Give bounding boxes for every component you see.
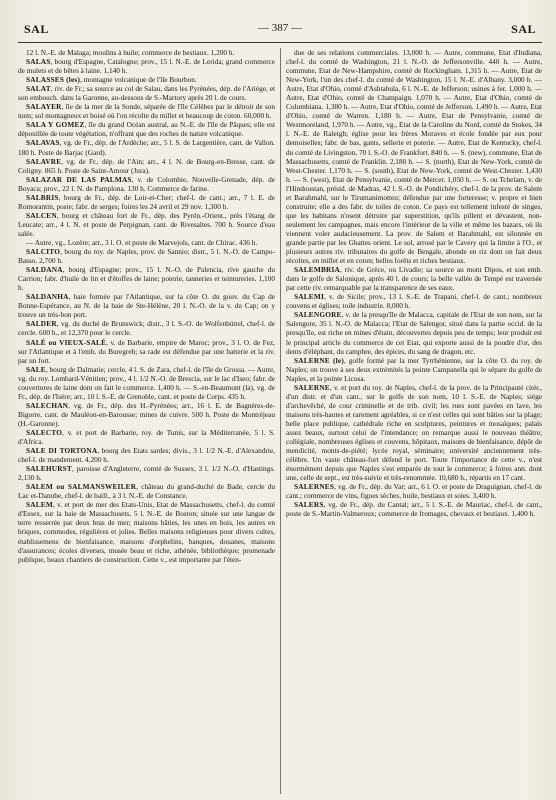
entry-text: , v. de Colombie, Nouvelle-Grenade, dép. de Boyaca; prov., 22 l. N. de Pamplona. 130 h. Commerce de farine. [18,174,275,193]
right-column [280,48,542,794]
header-rule [18,42,542,43]
entry-text: — Autre, vg., Lozère; arr., 3 l. O. et poste de Marvejols, cant. de Chirac. 436 h. [26,237,258,247]
entry-headword: SALERNE (le) [294,355,344,365]
dictionary-entry [18,500,275,563]
dictionary-entry [18,120,275,138]
entry-text: , vg. de Fr., dép. de l'Ardèche; arr., 5 l. S. de Largentière, cant. de Vallon. 180 h. Poste de Barjac (Gard). [18,138,275,157]
entry-headword: SALERNES [294,482,335,492]
entry-text: , v. et port du roy. de Naples, chef-l. de la prov. de la Principauté citér., d'un distr. et d'un cant., sur le golfe de son nom, 10 l. S.-E. de Naples; siége d'archevêché, de cour criminelle et de trib. civil; les rues sont pavées en lave, les maisons très-hautes et rarement agréables, si ce n'est celles qui sont bâties sur la plage; belle place publique, cathédrale riche en sculptures, peintures et mosaïques; palais assez beaux, surtout celui de l'intendance; on remarque aussi le nouveau théâtre; collégiale, nombreuses églises et couvens, hôpitaux, maisons de bienfaisance, dépôt de mendicité, monts-de-piété; lycée royal, séminaire; université anciennement très-célèbre. Un vaste château-fort défend le port. Toute l'importance de cette v., n'est énormément depuis que Naples s'est emparée de tout le commerce; à foires ann. dont une, celle de sept., est très-suivie et très-renommée. 10,680 h., répartis en 17 cant. [286,382,542,483]
entry-headword: SALERS [294,500,324,510]
page-number: — 387 — [258,22,302,34]
entry-text: , bourg des Etats sardes; divis., 3 l. 1/2 N.-E. d'Alexandrie, chef-l. de mandement. 4,200 h. [18,446,276,465]
entry-headword: SALDANHA [26,292,69,302]
entry-text: , vg. du duché de Brunswick; distr., 3 l. S.-O. de Wolfenbüttel, chef-l. de cercle. 600 h., et 12,370 pour le cercle. [18,319,275,338]
entry-text: , golfe formé par la mer Tyrrhénienne, sur la côte O. du roy. de Naples; on trouve à ses deux extrémités la pointe Campanella qui le sépare du golfe de Naples, et la pointe Licosa. [286,355,542,383]
entry-text: , montagne volcanique de l'île Bourbon. [80,75,197,85]
entry-text: , vg. de Fr., dép. du Cantal; arr., 5 l. S.-E. de Mauriac, chef-l. de cant., poste de S.-Martin-Valmeroux; commerce de fromages, chevaux et bestiaux. 1,400 h. [286,500,542,519]
entry-headword: SALECTO [26,427,63,437]
dictionary-entry [18,211,275,238]
dictionary-entry [286,500,542,518]
dictionary-entry [18,57,275,75]
entry-headword: SALAVRE [26,156,62,166]
left-column [18,48,280,794]
entry-text: , riv. de Fr.; sa source au col de Salau, dans les Pyrénées, dép. de l'Ariége, et son embouch. dans la Garonne, au-dessous de S.-Martory après 20 l. de cours. [18,84,275,103]
dictionary-entry [18,292,275,319]
entry-headword: SALEMBRIA [294,265,340,275]
entry-text: , v. de Sicile; prov., 13 l. S.-E. de Trapani, chef-l. de cant.; nombreux couvens et églises; toile industrie. 8,000 h. [286,292,542,311]
dictionary-entry [18,48,275,57]
dictionary-entry [18,102,275,120]
entry-headword: SALE [26,364,46,374]
entry-headword: SALDANA [26,265,63,275]
dictionary-entry [18,319,275,337]
entry-text: , vg. de Fr., dép. de l'Ain; arr., 4 l. N. de Bourg-en-Bresse, cant. de Coligny. 865 h. Poste de Saint-Amour (Jura). [18,156,275,175]
entry-headword: SALAVAS [26,138,60,148]
entry-headword: SALENGORE [294,310,342,320]
dictionary-entry [286,482,542,500]
entry-headword: SALASSES (les) [26,75,81,85]
dictionary-entry [286,356,542,383]
entry-text: , paroisse d'Angleterre, comté de Sussex, 3 l. 1/2 N.-O. d'Hastings. 2,130 h. [18,464,275,483]
dictionary-entry [18,365,275,401]
entry-text: , vg. de Fr., dép. des H.-Pyrénées; arr., 16 l. E. de Bagnères-de-Bigorre, cant. de Mauléon-en-Barousse; mines de cuivre. 500 h. Poste de Montréjeau (H.-Garonne). [18,400,275,428]
entry-text: , v. et port de Barbarie, roy. de Tunis, sur la Méditerranée, 5 l. S. d'Africa. [18,427,275,447]
dictionary-entry [286,383,542,483]
entry-text: 12 l. N.-E. de Malaga; moulins à huile; commerce de bestiaux. 1,200 h. [26,48,235,57]
dictionary-entry [286,310,542,355]
dictionary-entry [18,446,275,464]
entry-headword: SALAS [26,57,51,67]
entry-text: , v. de Barbarie, empire de Maroc; prov., 3 l. O. de Fez, sur l'Atlantique et à l'emb. du Buregreb; sa rade est défendue par une batterie et la riv. par un fort. [18,337,275,365]
running-head-right: SAL [511,22,536,36]
dictionary-entry [18,157,275,175]
entry-text: , bourg de Fr., dép. de Loir-et-Cher; chef-l. de cant.; arr., 7 l. E. de Romorantin, poste; fabr. de serges; foires les 24 avril et 29 nov. 1,300 h. [18,192,275,211]
entry-headword: SALECHAN [26,400,69,410]
entry-text: due de ses relations commerciales. 13,000 h. — Autre, commune, Etat d'Indiana, chef-l. du comté de Washington, 21 l. N.-O. de Jeffersonville. 440 h. — Autre, commune, Etat de New-Hampshire, comté de Rockingham. 1,315 h. — Autre, Etat de New-York, l'un des chef-l. du comté de Washington, 15 l. N.-E. d'Albany. 3,000 h. — Autre, Etat d'Ohio, comté d'Ashtabula, 6 l. N.-E. de Jefferson; usines à fer. 1,000 h. — Autre, Etat d'Ohio, comté de Champaign. 1,070 h. — Autre, Etat d'Ohio, comté de Columbiana. 1,380 h. — Autre, Etat d'Ohio, comté de Jefferson. 1,490 h. — Autre, Etat d'Ohio, comté de Warren. 1,180 h. — Autre, Etat de Pensylvanie, comté de Westmoreland, 1,970 h. — Autre, vg., Etat de la Caroline du Nord, comté de Stokes, 34 l. N.-E. de Raleigh; église pour les frères Moraves et école fondée par eux pour demoiselles; fabr. de bas, gants, sellerie et poterie. — Autre, Etat de Kentucky, chef-l. du comté de Livingston, 70 l. S.-O. de Frankfort. 840 h. — S. (new), commune, Etat de Massachusetts, comté de Franklin. 2,180 h. — S. (north), Etat de New-York, comté de West-Chester. 1,170 h. — S. (south), Etat de New-York, comté de West-Chester. 1,430 h. — S. (west), Etat de Pensylvanie, comté de Mercer. 1,050 h. — S. ou Tchelam, v. de l'Hindoustan, présid. de Madras, 42 l. S.-O. de Pondichéry, chef-l. de la prov. de Salem et Barahmahl, sur le Tirumanimotteu; défendue par une forteresse; v. propre et bien construite; elle a des fabr. de toiles de coton. Ce pays est tellement infesté de singes, que les habitans n'osent détruire par superstition, qu'ils pillent et dévastent, non-seulement les campagnes, mais encore l'intérieur de la ville et même les bazars, où ils viennent voler audacieusement. La prov. de Salem et Barahmahl, est silonnée en grande partie par les Ghattes orient. Le sol, arrosé par le Cavery qui la limite à l'O., et plusieurs autres riv. tributaires du golfe de Bengale, abonde en riz dont on fait deux récoltes, en millet et en coton; belles forêts et riches bestiaux. [286,48,542,266]
entry-text: , vg. de Fr., dép. du Var; arr., 6 l. O. et poste de Draguignan, chef-l. de cant.; commerce de vins, figues sèches, huile, bestiaux et soies. 3,400 h. [286,482,542,501]
entry-text: , bourg du roy. de Naples, prov. de Sannio; distr., 5 l. N.-O. de Campo-Basso. 2,700 h. [18,247,275,266]
entry-headword: SALA Y GOMEZ [26,120,85,130]
entry-text: , riv. de Grèce, ou Livadie; sa source au mont Dipos, et son emb. dans le golfe de Salonique, après 40 l. de cours; la belle vallée de Tempé est traversée par cette riv. remarquable par la transparence de ses eaux. [286,265,542,293]
entry-text: , v. et port de mer des Etats-Unis, Etat de Massachusetts, chef-l. du comté d'Essex, sur la baie de Massachusets, 5 l. N.-E. de Boston; située sur une langue de terre resserrée par deux bras de mer; maisons bâties, les unes en bois, les autres en briques, commodes, régulières et jolies. Belles maisons religieuses pour divers cultes, établissemens de bienfaisance, maisons d'orphelins, banques, douanes, maisons d'assurances; écoles diverses, musée beau et riche, athénée, bibliothèque; promenade publique, beaux chantiers de construction. Cette v., est importante par l'éten- [18,500,275,564]
entry-text: , château du grand-duché de Bade, cercle du Lac et-Danube, chef-l. de baill., à 3 l. N.-E. de Constance. [18,482,275,501]
dictionary-entry [18,482,275,500]
entry-text: , île de la mer de la Sonde, séparée de l'île Célèbes par le détroit de son nom; sol montagneux et boisé où l'on récolte du millet et beaucoup de coton. 60,000 h. [18,102,275,121]
entry-headword: SALDER [26,319,57,329]
dictionary-entry [18,84,275,102]
running-head-left: SAL [24,22,49,36]
text-columns [18,48,542,794]
entry-text: , v. de la presqu'île de Malacca, capitale de l'Etat de son nom, sur la Salengore, 35 l. N.-O. de Malacca; l'Etat de Salengor, situé dans la partie occid. de la presqu'île, est riche en mines d'étain, découvertes depuis peu de temps; leur produit est le principal article du commerce de cet Etat, qui exporte aussi de la poudre d'or, des dents d'éléphant, du camphre, des épices, du sang de dragon, etc. [286,310,542,356]
dictionary-entry [286,48,542,265]
entry-headword: SALBRIS [26,192,59,202]
entry-headword: SALEM ou SALMANSWEILER [26,482,137,492]
entry-headword: SALCITO [26,247,61,257]
entry-text: , bourg et château fort de Fr., dép. des Pyrén.-Orient., près l'étang de Leucate; arr., 4 l. N. et poste de Perpignan, cant. de Rivesaltes. 700 h. Source d'eau salée. [18,210,275,238]
dictionary-entry [18,193,275,211]
page-header [18,22,542,42]
entry-headword: SALAZAR DE LAS PALMAS [26,174,132,184]
dictionary-entry [286,292,542,310]
entry-headword: SALAT [26,84,51,94]
dictionary-entry [18,138,275,156]
entry-text: , bourg de Dalmatie; cercle, 4 l. S. de Zara, chef-l. de l'île de Grossa. — Autre, vg. du roy. Lombard-Vénitien; prov., 4 l. 1/2 N.-O. de Brescia, sur le lac d'Iseo; fabr. de couvertures de laine dont on fait le commerce. 1,400 h. — S.-en-Beaumont (la), vg. de Fr., dép. de l'Isère; arr., 10 l. S.-E. de Grenoble, cant. et poste de Corps. 435 h. [18,364,275,401]
entry-text: , île du grand Océan austral, au N.-E. de l'île de Pâques; elle est dépouillée de toute végétation, n'offrant que des roches de nature volcanique. [18,120,275,139]
entry-text: , bourg d'Espagne; prov., 15 l. N.-O. de Palencia, rive gauche du Carrion; fabr. d'huile de lin et d'étoffes de laine; poterie, tanneries et teintureries. 1,100 h. [18,265,275,293]
dictionary-entry [18,464,275,482]
dictionary-entry [18,338,275,365]
dictionary-entry [18,238,275,247]
entry-headword: SALAYER [26,102,62,112]
entry-headword: SALEHURST [26,464,73,474]
entry-headword: SALEMI [294,292,324,302]
dictionary-entry [18,175,275,193]
dictionary-entry [18,428,275,446]
entry-headword: SALEM [26,500,53,510]
dictionary-entry [18,265,275,292]
entry-text: , baie formée par l'Atlantique, sur la côte O. du gouv. du Cap de Bonne-Espérance, au N. de la baie de Ste-Hélène, 20 l. N.-O. de la v. du Cap; on y trouve un très-bon port. [18,292,275,320]
dictionary-entry [18,401,275,428]
entry-text: , bourg d'Espagne, Catalogne; prov., 15 l. N.-E. de Lerida; grand commerce de mulets et de bêtes à laine. 1,140 h. [18,57,275,76]
dictionary-entry [18,247,275,265]
entry-headword: SALERNE [294,382,330,392]
entry-headword: SALE DI TORTONA [26,446,98,456]
dictionary-entry [286,265,542,292]
dictionary-entry [18,75,275,84]
entry-headword: SALÉ ou VIEUX-SALÉ [26,337,107,347]
entry-headword: SALCEN [26,210,57,220]
